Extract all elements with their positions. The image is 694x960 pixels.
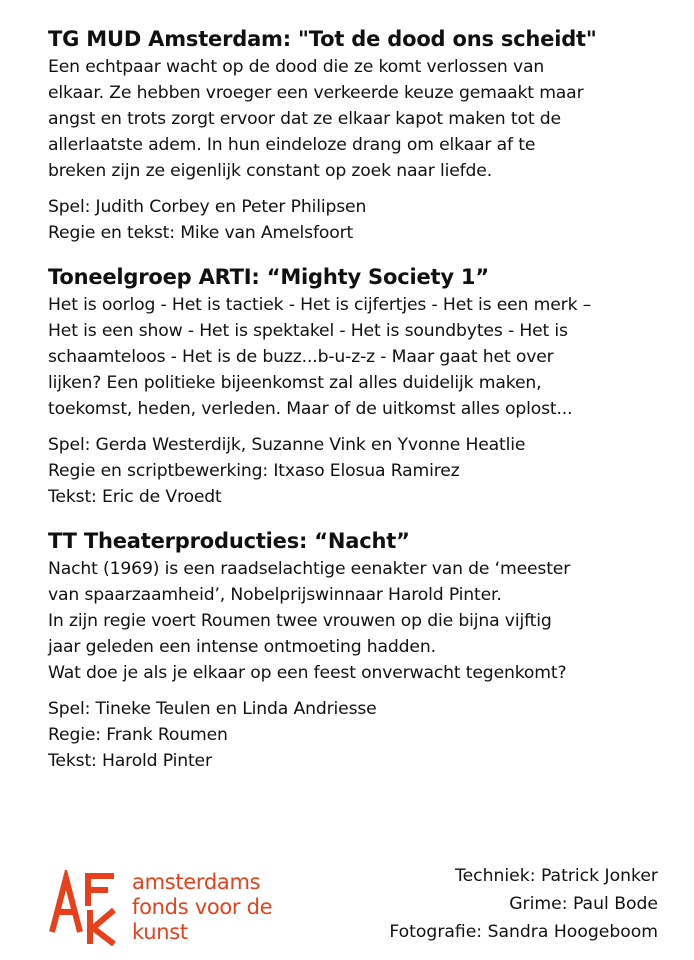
description-line: angst en trots zorgt ervoor dat ze elkaar kapot maken tot de <box>48 109 561 129</box>
credit-line: Fotografie: Sandra Hoogeboom <box>389 922 658 942</box>
footer <box>48 862 658 952</box>
section-title: TG MUD Amsterdam: "Tot de dood ons scheidt" <box>48 27 597 51</box>
description-line: van spaarzaamheid’, Nobelprijswinnaar Harold Pinter. <box>48 585 502 605</box>
description-line: Een echtpaar wacht op de dood die ze komt verlossen van <box>48 57 545 77</box>
description-line: jaar geleden een intense ontmoeting hadden. <box>48 637 436 657</box>
credit-line: Regie en scriptbewerking: Itxaso Elosua Ramirez <box>48 461 460 481</box>
section-title: TT Theaterproducties: “Nacht” <box>48 529 410 553</box>
credit-line: Regie: Frank Roumen <box>48 725 228 745</box>
description-line: schaamteloos - Het is de buzz...b-u-z-z - Maar gaat het over <box>48 347 554 367</box>
credit-line: Spel: Tineke Teulen en Linda Andriesse <box>48 699 377 719</box>
description-line: Nacht (1969) is een raadselachtige eenakter van de ‘meester <box>48 559 571 579</box>
section-credits <box>48 696 658 774</box>
description-line: In zijn regie voert Roumen twee vrouwen op die bijna vijftig <box>48 611 552 631</box>
credit-line: Spel: Judith Corbey en Peter Philipsen <box>48 197 367 217</box>
credit-line: Tekst: Harold Pinter <box>48 751 212 771</box>
credit-line: Techniek: Patrick Jonker <box>455 866 658 886</box>
description-line: elkaar. Ze hebben vroeger een verkeerde keuze gemaakt maar <box>48 83 584 103</box>
afk-logo-mark <box>48 870 120 946</box>
afk-logo-text <box>132 870 272 945</box>
description-line: Wat doe je als je elkaar op een feest onverwacht tegenkomt? <box>48 663 567 683</box>
description-line: Het is oorlog - Het is tactiek - Het is cijfertjes - Het is een merk – <box>48 295 592 315</box>
credit-line: Regie en tekst: Mike van Amelsfoort <box>48 223 354 243</box>
description-line: breken zijn ze eigenlijk constant op zoek naar liefde. <box>48 161 493 181</box>
program-page <box>48 24 658 790</box>
logo-text-line: fonds voor de <box>132 895 273 919</box>
section-arti <box>48 262 658 510</box>
section-tg-mud <box>48 24 658 246</box>
logo-text-line: amsterdams <box>132 870 261 894</box>
description-line: allerlaatste adem. In hun eindeloze drang om elkaar af te <box>48 135 536 155</box>
section-description <box>48 292 658 422</box>
description-line: lijken? Een politieke bijeenkomst zal alles duidelijk maken, <box>48 373 542 393</box>
credit-line: Spel: Gerda Westerdijk, Suzanne Vink en Yvonne Heatlie <box>48 435 526 455</box>
section-tt-theaterproducties <box>48 526 658 774</box>
credit-line: Tekst: Eric de Vroedt <box>48 487 222 507</box>
section-credits <box>48 194 658 246</box>
footer-credits <box>389 862 658 946</box>
credit-line: Grime: Paul Bode <box>509 894 658 914</box>
afk-logo <box>48 870 308 946</box>
description-line: Het is een show - Het is spektakel - Het is soundbytes - Het is <box>48 321 568 341</box>
section-credits <box>48 432 658 510</box>
section-description <box>48 54 658 184</box>
section-title: Toneelgroep ARTI: “Mighty Society 1” <box>48 265 489 289</box>
description-line: toekomst, heden, verleden. Maar of de uitkomst alles oplost... <box>48 399 573 419</box>
section-description <box>48 556 658 686</box>
logo-text-line: kunst <box>132 920 188 944</box>
